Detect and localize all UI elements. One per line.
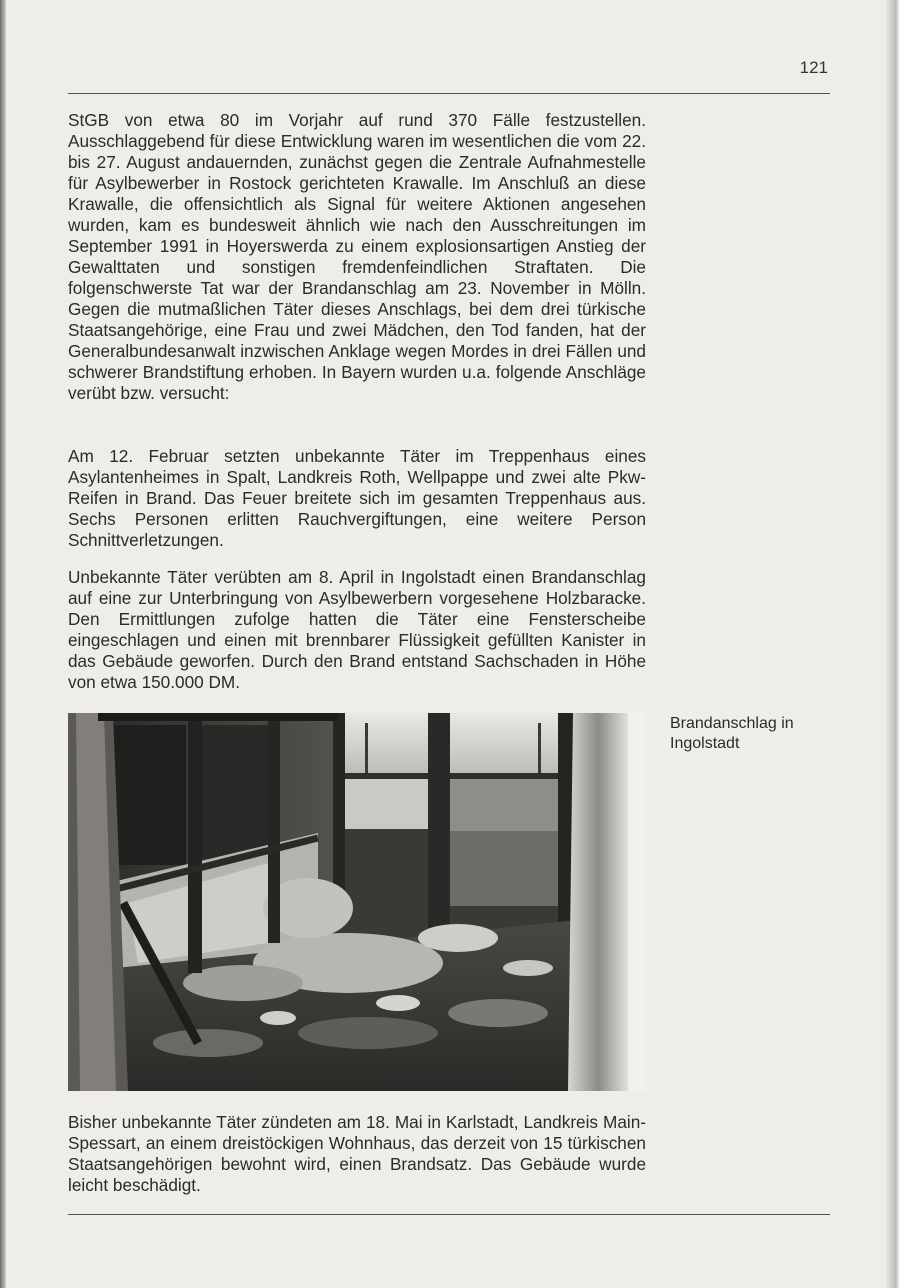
photo-caption: Brandanschlag in Ingolstadt [670, 715, 794, 752]
page-edge-shadow [886, 0, 900, 1288]
burned-room-photo [68, 713, 645, 1091]
header-rule [68, 93, 830, 94]
footer-rule [68, 1214, 830, 1215]
paragraph-karlstadt: Bisher unbekannte Täter zündeten am 18. Mai in Karlstadt, Landkreis Main-Spessart, an einem dreistöckigen Wohnhaus, das derzeit von 15 türkischen Staatsangehörigen bewohnt wird, einen Brandsatz. Das Gebäude wurde leicht beschädigt. [68, 1112, 646, 1195]
paragraph-spalt: Am 12. Februar setzten unbekannte Täter im Treppenhaus eines Asylantenheimes in Spalt, Landkreis Roth, Wellpappe und zwei alte Pkw-Reifen in Brand. Das Feuer breitete sich im gesamten Treppenhaus aus. Sechs Personen erlitten Rauchvergiftungen, eine weitere Person Schnittverletzungen. [68, 446, 646, 550]
page-number: 121 [799, 58, 828, 77]
page-binding-shadow [0, 0, 6, 1288]
paragraph-intro: StGB von etwa 80 im Vorjahr auf rund 370 Fälle festzustellen. Ausschlaggebend für diese Entwicklung waren im wesentlichen die vom 22. bis 27. August andauernden, zunächst gegen die Zentrale Aufnahmestelle für Asylbewerber in Rostock gerichteten Krawalle. Im Anschluß an diese Krawalle, die offensichtlich als Signal für weitere Aktionen angesehen wurden, kam es bundesweit ähnlich wie nach den Ausschreitungen im September 1991 in Hoyerswerda zu einem explosionsartigen Anstieg der Gewalttaten und sonstigen fremdenfeindlichen Straftaten. Die folgenschwerste Tat war der Brandanschlag am 23. November in Mölln. Gegen die mutmaßlichen Täter dieses Anschlags, bei dem drei türkische Staatsangehörige, eine Frau und zwei Mädchen, den Tod fanden, hat der Generalbundesanwalt inzwischen Anklage wegen Mordes in drei Fällen und schwerer Brandstiftung erhoben. In Bayern wurden u.a. folgende Anschläge verübt bzw. versucht: [68, 110, 646, 403]
paragraph-ingolstadt: Unbekannte Täter verübten am 8. April in Ingolstadt einen Brandanschlag auf eine zur Unterbringung von Asylbewerbern vorgesehene Holzbaracke. Den Ermittlungen zufolge hatten die Täter eine Fensterscheibe eingeschlagen und einen mit brennbarer Flüssigkeit gefüllten Kanister in das Gebäude geworfen. Durch den Brand entstand Sachschaden in Höhe von etwa 150.000 DM. [68, 567, 646, 692]
